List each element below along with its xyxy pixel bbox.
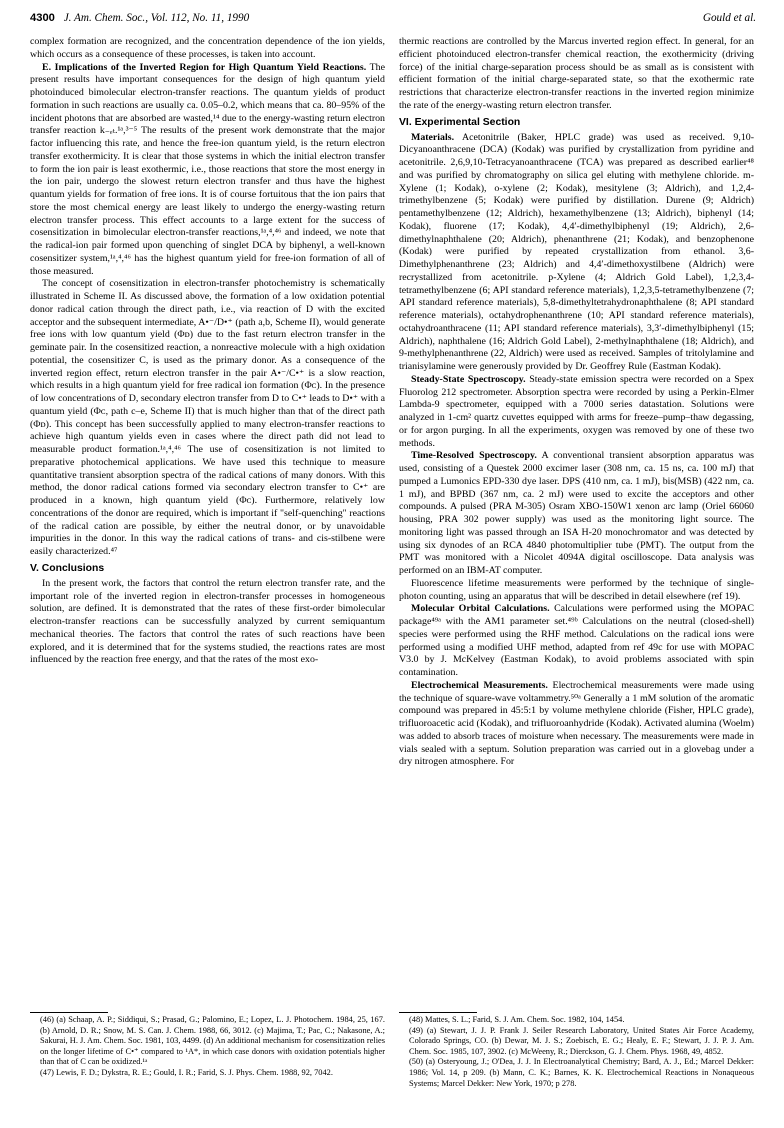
mo-body: Calculations were performed using the MOPAC package⁴⁹ᵃ with the AM1 parameter set.⁴⁹ᵇ Calculations on the neutral (closed-shell) species were performed using the RHF method. Calculations on the radical ions were performed using a modified UHF method, adapted from ref 49c for use with MOPAC V3.0 by J. McKelvey (Eastman Kodak), to avoid problems associated with spin contamination. [399, 603, 754, 678]
subsection-e-heading: E. Implications of the Inverted Region for High Quantum Yield Reactions. [42, 61, 367, 73]
materials-heading: Materials. [411, 131, 455, 143]
footnotes-right [399, 1015, 754, 1089]
left-column [30, 36, 385, 667]
subsection-e [30, 62, 385, 279]
steady-state-body: Steady-state emission spectra were recorded on a Spex Fluorolog 212 spectrometer. Absorption spectra were recorded by using a Perkin-Elmer Lambda-9 spectrometer, equipped with a 7000 series datastation. Solutions were analyzed in 1-cm² quartz cuvettes equipped with arms for freeze–pump–thaw degassing, or for argon purging. In all the experiments, oxygen was removed by one of these two methods. [399, 373, 754, 449]
page-number: 4300 [30, 12, 55, 24]
footnote-50: (50) (a) Osteryoung, J.; O'Dea, J. J. In Electroanalytical Chemistry; Bard, A. J., Ed.; Marcel Dekker: 1986; Vol. 14, p 209. (b) Mann, C. K.; Barnes, K. K. Electrochemical Reactions in Nonaqueous Systems; Marcel Dekker: New York, 1970; p 278. [409, 1057, 754, 1088]
section-vi-heading: VI. Experimental Section [399, 116, 521, 128]
paragraph-conclusions: In the present work, the factors that control the return electron transfer rate, and the important role of the inverted region in electron-transfer processes in homogeneous solution, are defined. It is demonstrated that the rates of these first-order bimolecular electron-transfer reactions can be successfully analyzed by current semiquantum mechanical theories. The factors that control the rates of such reactions have been explored, and it is determined that for the systems studied, the reactions rates are most influenced by the reaction free energy, and that the rates of the most exo- [30, 577, 385, 666]
fluorescence-paragraph: Fluorescence lifetime measurements were performed by the technique of single-photon counting, using an apparatus that will be described in detail elsewhere (ref 19). [399, 577, 754, 602]
time-resolved-body: A conventional transient absorption apparatus was used, consisting of a Questek 2000 excimer laser (308 nm, ca. 15 ns, ca. 100 mJ) that pumped a Lumonics EPD-330 dye laser. DPS (410 nm, ca. 1 mJ), bis(MSB) (422 nm, ca. 1 mJ), and BPBD (367 nm, ca. 2 mJ) were used to excite the acceptors and other compounds. A pulsed (PRA M-305) Osram XBO-150W1 xenon arc lamp (Oriel 66060 housing, PRA 302 power supply) was used as the monitoring light source. The monitoring light was passed through an ISA H-20 monochromator and was detected by using six dynodes of an RCA 4840 photomultiplier tube (PMT). The output from the PMT was monitored with a Nicolet 4094A digital oscilloscope. Data analysis was performed on an IBM-AT computer. [399, 450, 754, 576]
time-resolved-paragraph [399, 450, 754, 578]
section-v-heading: V. Conclusions [30, 562, 105, 574]
mo-paragraph [399, 603, 754, 680]
running-header [30, 8, 756, 28]
paragraph-continued: complex formation are recognized, and the concentration dependence of the ion yields, which occurs as a consequence of these processes, is taken into account. [30, 36, 385, 60]
materials-body: Acetonitrile (Baker, HPLC grade) was used as received. 9,10-Dicyanoanthracene (DCA) (Kodak) was purified by crystallization from pyridine and acetonitrile. 2,6,9,10-Tetracyanoanthracene (TCA) was prepared as described earlier⁴⁸ and was purified by chromatography on silica gel eluting with methylene chloride. m-Xylene (1; Kodak), o-xylene (2; Kodak), mesitylene (3; Aldrich), and 1,2,4-trimethylbenzene (5; Kodak) were purified by distillation. Durene (9; Aldrich) pentamethylbenzene (12; Aldrich), hexamethylbenzene (13; Aldrich), biphenyl (14; Kodak), fluorene (17; Kodak), 4,4′-dimethylbiphenyl (19; Aldrich), 2,6-dimethylnaphthalene (20; Aldrich), phenanthrene (21; Kodak), and benzophenone (Kodak) were purified by repeated crystallization from ethanol. 3,6-Dimethylphenanthrene (23; Aldrich) and 4,4′-dimethoxystilbene (Aldrich) were recrystallized from acetonitrile. p-Xylene (4; Aldrich Gold Label), 1,2,3,4-tetramethylbenzene (6; API standard reference materials), 1,2,3,5-tetramethylbenzene (7; API standard reference materials), 5,8-dimethyltetrahydronaphthalene (8; API standard reference materials), octahydrophenanthrene (10; API standard reference materials), octahydroanthracene (11; API standard reference materials), 3,3′-dimethylbiphenyl (15; Aldrich), naphthalene (16; Aldrich Gold Label), 2-methylnaphthalene (18; Aldrich), and 9-methylphenanthrene (22, Aldrich) were used as received. Samples of tritolylamine and trianisylamine were generously provided by Dr. Geoffrey Rule (Eastman Kodak). [399, 131, 754, 372]
footnote-rule-right [399, 1012, 477, 1013]
footnote-49: (49) (a) Stewart, J. J. P. Frank J. Seiler Research Laboratory, United States Air Force Academy, Colorado Springs, CO. (b) Dewar, M. J. S.; Zoebisch, E. G.; Healy, E. F.; Stewart, J. J. P. J. Am. Chem. Soc. 1985, 107, 3902. (c) McWeeny, R.; Dierckson, G. J. Chem. Phys. 1968, 49, 4852. [409, 1025, 754, 1056]
header-authors: Gould et al. [702, 12, 756, 24]
paragraph-cosensitization: The concept of cosensitization in electron-transfer photochemistry is schematically illustrated in Scheme II. As discussed above, the formation of a low oxidation potential donor radical cation through the direct path, i.e., via reaction of D with the excited acceptor and the subsequent intermediate, A•⁻/D•⁺ (path a,b, Scheme II), would generate free ions with low quantum yield (Φᴅ) due to the fast return electron transfer in the geminate pair. In the cosensitized reaction, a nonreactive molecule with a high oxidation potential, the cosensitizer C, is used as the primary donor. As a consequence of the inverted region effect, return electron transfer in the pair A•⁻/C•⁺ is a slow reaction, which results in a high quantum yield for free radical ion formation (Φᴄ). In the presence of low concentrations of D, secondary electron transfer from D to C•⁺ leads to D•⁺ with a quantum yield (Φᴄ, path c–e, Scheme II) that is much higher than that of the direct path (Φᴅ). This concept has been successfully applied to many electron-transfer reactions to achieve high quantum yields even in cases where the direct path did not lead to measurable product formation.¹ᵃ,⁴,⁴⁶ The use of cosensitization is not limited to preparative photochemical applications. We have used this technique to measure quantitative transient absorption spectra of the radical cations of many donors. With this method, the donor radical cations formed via secondary electron transfer to C•⁺ are produced in a known, high quantum yield (Φᴄ). Furthermore, relatively low concentrations of the donor are required, which is important if "self-quenching" reactions of the radical cation are possible, by either the neutral donor, or by unavoidable impurities in the donor. In this way the radical cations of trans- and cis-stilbene were easily characterized.⁴⁷ [30, 278, 385, 557]
steady-state-heading: Steady-State Spectroscopy. [411, 373, 526, 385]
mo-heading: Molecular Orbital Calculations. [411, 603, 550, 615]
electrochem-heading: Electrochemical Measurements. [411, 679, 548, 691]
footnote-rule-left [30, 1012, 108, 1013]
right-column [399, 36, 754, 769]
electrochem-body: Electrochemical measurements were made using the technique of square-wave voltammetry.⁵⁰ᵃ Generally a 1 mM solution of the aromatic compound was prepared in 45:5:1 by volume methylene chloride (Fisher, HPLC grade), trifluoroacetic acid (Kodak), and trifluoroanhydride (Kodak). Activated alumina (Woelm) was added to absorb traces of moisture when necessary. The measurements were made in vials sealed with a septum. Solution preparation was carried out in a glovebag under a dry nitrogen atmosphere. For [399, 679, 755, 768]
header-left [30, 8, 249, 28]
paragraph-conclusions-cont: thermic reactions are controlled by the Marcus inverted region effect. In general, for an efficient photoinduced electron-transfer chemical reaction, the exothermicity (driving force) of the initial charge-separation process should be as small as is consistent with efficient formation of the initial charge-separated state, so that the exothermic rate restrictions that characterize electron-transfer reactions in the inverted region minimize the rate of the energy-wasting return electron transfer. [399, 36, 754, 111]
materials-paragraph [399, 132, 754, 374]
footnotes-left [30, 1015, 385, 1079]
journal-citation: J. Am. Chem. Soc., Vol. 112, No. 11, 1990 [63, 12, 250, 24]
subsection-e-body: The present results have important consequences for the design of high quantum yield photoinduced bimolecular electron-transfer reactions. The quantum yields of product formation in such reactions are usually ca. 0.05–0.2, which means that ca. 80–95% of the incident photons that are absorbed are wasted,¹⁴ due to the energy-wasting return electron transfer reaction k₋ₑₜ.¹ᵃ,³⁻⁵ The results of the present work demonstrate that the major factor influencing this rate, and hence the free-ion quantum yield, is the return electron transfer exothermicity. It is clear that those systems in which the initial electron transfer to form the ion pair is least exothermic, i.e., those reactions that store the most energy in the ion pair, undergo the slowest return electron transfer and thus have the highest quantum yields for formation of free ions. It is of course fortuitous that the ion pairs that store the most chemical energy are least likely to undergo the energy-wasting return electron transfer process. This effect accounts to a large extent for the success of cosensitization in bimolecular electron-transfer reactions,¹ᵃ,⁴,⁴⁶ and indeed, we note that the radical-ion pair formed upon quenching of singlet DCA by biphenyl, a well-known cosensitizer system,¹ᵃ,⁴,⁴⁶ has the highest quantum yield for free-ion formation of all of those measured. [30, 61, 385, 277]
steady-state-paragraph [399, 374, 754, 451]
footnote-47: (47) Lewis, F. D.; Dykstra, R. E.; Gould, I. R.; Farid, S. J. Phys. Chem. 1988, 92, 7042. [40, 1067, 333, 1077]
footnote-46: (46) (a) Schaap, A. P.; Siddiqui, S.; Prasad, G.; Palomino, E.; Lopez, L. J. Photochem. 1984, 25, 167. (b) Arnold, D. R.; Snow, M. S. Can. J. Chem. 1988, 66, 3012. (c) Majima, T.; Pac, C.; Nakasone, A.; Sakurai, H. J. Am. Chem. Soc. 1981, 103, 4499. (d) An additional mechanism for cosensitization relies on the longer lifetime of C•⁺ compared to ¹A*, in which case donors with oxidation potentials higher than that of C can be oxidized.¹ᵃ [40, 1015, 385, 1067]
footnote-48: (48) Mattes, S. L.; Farid, S. J. Am. Chem. Soc. 1982, 104, 1454. [409, 1015, 625, 1024]
electrochem-paragraph [399, 680, 754, 769]
time-resolved-heading: Time-Resolved Spectroscopy. [411, 450, 537, 462]
